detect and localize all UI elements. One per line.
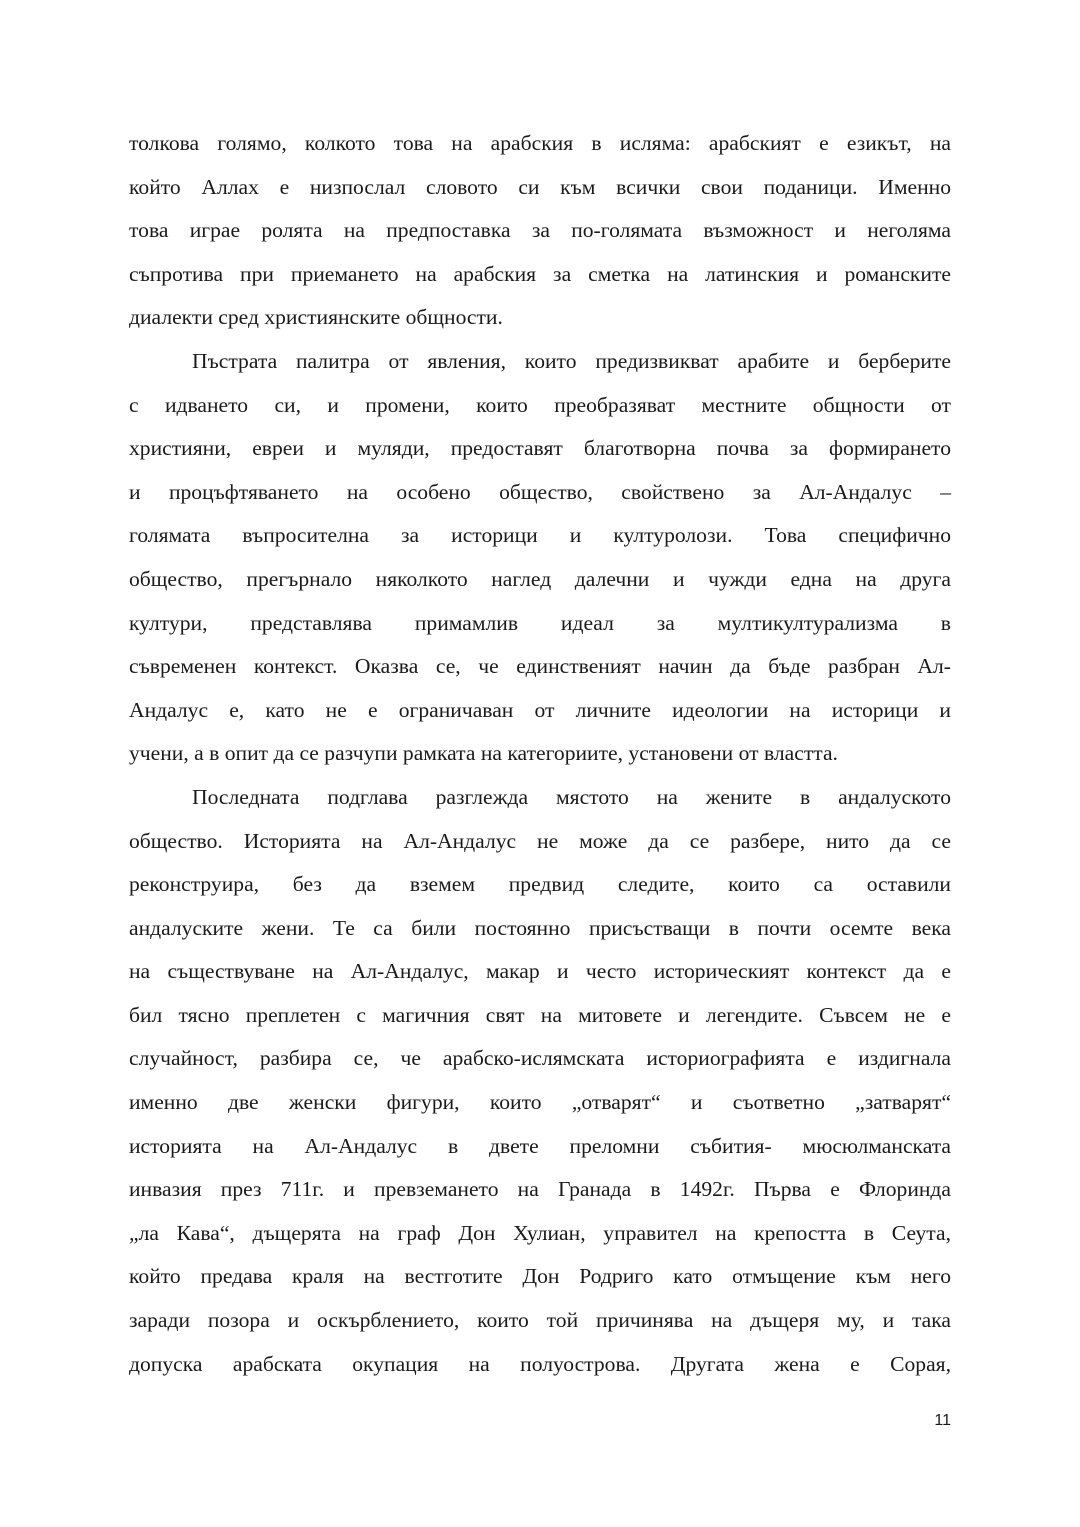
text-line: съвременен контекст. Оказва се, че единственият начин да бъде разбран Ал- — [129, 654, 951, 679]
text-line: толкова голямо, колкото това на арабския в исляма: арабският е езикът, на — [129, 131, 951, 155]
text-line: с идването си, и промени, които преобразяват местните общности от — [129, 392, 951, 417]
text-line: който Аллах е низпослал словото си към всички свои поданици. Именно — [129, 174, 951, 199]
text-line: „ла Кава“, дъщерята на граф Дон Хулиан, управител на крепостта в Сеута, — [129, 1220, 951, 1245]
text-line: Андалус е, като не е ограничаван от личните идеологии на историци и — [129, 697, 951, 722]
text-line: на съществуване на Ал-Андалус, макар и често историческият контекст да е — [129, 959, 951, 984]
text-line: общество, прегърнало няколкото наглед далечни и чужди една на друга — [129, 566, 951, 591]
text-line: и процъфтяването на особено общество, свойствено за Ал-Андалус – — [129, 479, 951, 504]
text-line: историята на Ал-Андалус в двете преломни събития- мюсюлманската — [129, 1133, 951, 1158]
paragraph-2 — [129, 340, 951, 776]
text-line: учени, а в опит да се разчупи рамката на категориите, установени от властта. — [129, 741, 838, 766]
text-line: който предава краля на вестготите Дон Родриго като отмъщение към него — [129, 1264, 951, 1289]
text-line: случайност, разбира се, че арабско-ислямската историографията е издигнала — [129, 1046, 951, 1071]
text-line: именно две женски фигури, които „отварят“ и съответно „затварят“ — [129, 1090, 951, 1115]
text-line: Последната подглава разглежда мястото на жените в андалуското — [192, 784, 951, 809]
paragraph-1 — [129, 122, 951, 340]
text-line: това играе ролята на предпоставка за по-голямата възможност и неголяма — [129, 218, 951, 243]
text-line: общество. Историята на Ал-Андалус не може да се разбере, нито да се — [129, 828, 951, 853]
page-number: 11 — [934, 1412, 951, 1429]
text-line: заради позора и оскърблението, които той причинява на дъщеря му, и така — [129, 1308, 951, 1333]
paragraph-3 — [129, 776, 951, 1386]
text-line: допуска арабската окупация на полуострова. Другата жена е Сорая, — [129, 1351, 951, 1376]
text-line: култури, представлява примамлив идеал за мултикултурализма в — [129, 610, 951, 635]
text-line: инвазия през 711г. и превземането на Гранада в 1492г. Първа е Флоринда — [129, 1177, 951, 1202]
text-line: андалуските жени. Те са били постоянно присъстващи в почти осемте века — [129, 915, 951, 940]
text-line: съпротива при приемането на арабския за сметка на латинския и романските — [129, 261, 951, 286]
text-line: бил тясно преплетен с магичния свят на митовете и легендите. Съвсем не е — [129, 1002, 951, 1027]
text-line: диалекти сред християнските общности. — [129, 305, 503, 330]
text-line: Пъстрата палитра от явления, които предизвикват арабите и берберите — [192, 348, 951, 373]
page-body — [129, 122, 951, 1386]
text-line: реконструира, без да вземем предвид следите, които са оставили — [129, 872, 951, 897]
text-line: голямата въпросителна за историци и културолози. Това специфично — [129, 523, 951, 548]
text-line: християни, евреи и муляди, предоставят благотворна почва за формирането — [129, 436, 951, 461]
